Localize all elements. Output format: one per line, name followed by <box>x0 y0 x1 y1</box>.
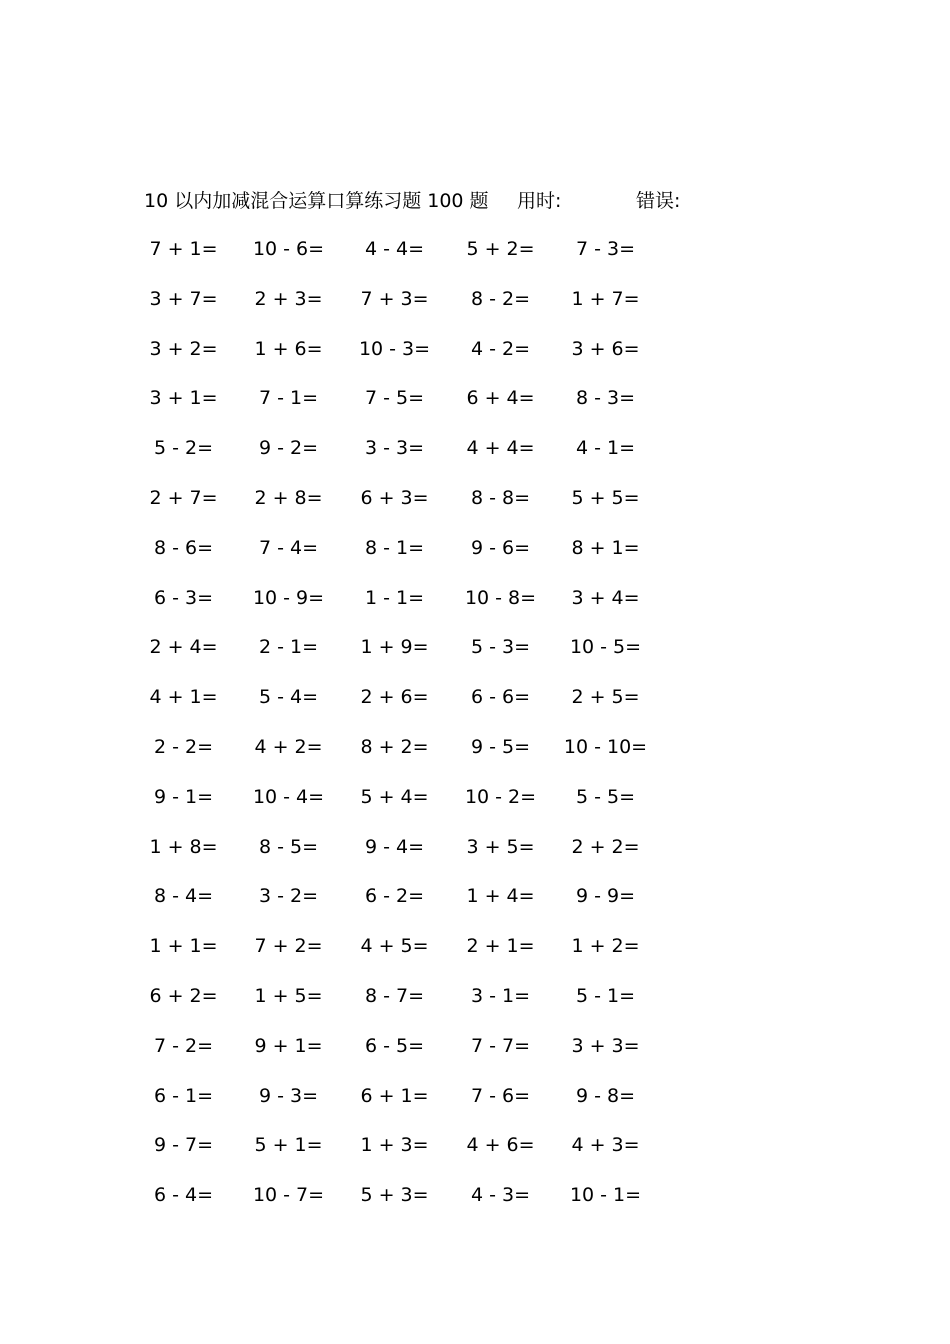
problem-item: 10 - 6= <box>252 238 325 260</box>
problem-row <box>145 1081 675 1131</box>
problem-row <box>145 284 675 334</box>
problem-item: 7 - 4= <box>258 536 319 559</box>
problem-item: 3 - 3= <box>364 437 425 460</box>
problem-item: 7 - 1= <box>258 387 319 410</box>
problem-item: 3 + 7= <box>149 287 218 310</box>
problem-row <box>145 1130 675 1180</box>
problem-item: 8 + 1= <box>571 536 640 559</box>
problem-item: 6 + 3= <box>360 486 429 509</box>
problem-item: 6 - 3= <box>153 586 214 609</box>
problem-item: 5 - 1= <box>575 984 636 1007</box>
problem-item: 9 - 2= <box>258 437 319 460</box>
problem-item: 9 - 8= <box>575 1084 636 1107</box>
time-used-label: 用时: <box>517 190 562 212</box>
problem-item: 5 + 4= <box>360 785 429 808</box>
problem-item: 6 - 4= <box>153 1184 214 1207</box>
problem-item: 5 - 5= <box>575 785 636 808</box>
problem-item: 4 + 6= <box>466 1134 535 1157</box>
problem-item: 5 - 4= <box>258 686 319 709</box>
problem-item: 7 + 2= <box>254 935 323 958</box>
problem-row <box>145 1180 675 1230</box>
problem-item: 6 - 2= <box>364 885 425 908</box>
problem-item: 3 + 2= <box>149 337 218 360</box>
problem-item: 9 - 7= <box>153 1134 214 1157</box>
problem-item: 1 + 7= <box>571 287 640 310</box>
problem-item: 1 + 8= <box>149 835 218 858</box>
problem-item: 2 - 2= <box>153 735 214 758</box>
problem-item: 4 + 2= <box>254 735 323 758</box>
problem-item: 8 - 1= <box>364 536 425 559</box>
problem-item: 2 + 7= <box>149 486 218 509</box>
problem-item: 7 - 7= <box>470 1034 531 1057</box>
problem-item: 6 + 4= <box>466 387 535 410</box>
problem-item: 1 + 1= <box>149 935 218 958</box>
problem-item: 4 - 1= <box>575 437 636 460</box>
problem-item: 3 + 5= <box>466 835 535 858</box>
problem-item: 1 + 5= <box>254 984 323 1007</box>
problem-item: 5 + 3= <box>360 1184 429 1207</box>
problem-row <box>145 632 675 682</box>
problem-item: 2 + 6= <box>360 686 429 709</box>
problem-row <box>145 433 675 483</box>
problem-row <box>145 383 675 433</box>
problem-item: 1 + 6= <box>254 337 323 360</box>
problem-item: 6 + 1= <box>360 1084 429 1107</box>
problem-item: 2 + 1= <box>466 935 535 958</box>
problem-item: 9 - 5= <box>470 735 531 758</box>
problem-item: 7 + 3= <box>360 287 429 310</box>
problem-item: 2 + 4= <box>149 636 218 659</box>
problem-item: 4 + 5= <box>360 935 429 958</box>
problem-item: 8 - 2= <box>470 287 531 310</box>
problem-item: 10 - 4= <box>252 785 325 808</box>
problem-row <box>145 682 675 732</box>
problem-item: 4 + 4= <box>466 437 535 460</box>
problem-item: 6 - 5= <box>364 1034 425 1057</box>
problem-item: 1 + 3= <box>360 1134 429 1157</box>
problem-item: 7 - 5= <box>364 387 425 410</box>
problem-item: 8 - 3= <box>575 387 636 410</box>
problem-item: 8 + 2= <box>360 735 429 758</box>
problem-item: 10 - 10= <box>563 735 648 758</box>
problem-item: 1 - 1= <box>364 586 425 609</box>
problem-item: 3 + 4= <box>571 586 640 609</box>
problem-item: 5 + 1= <box>254 1134 323 1157</box>
problem-item: 4 - 4= <box>364 238 425 260</box>
problem-item: 5 + 2= <box>466 238 535 260</box>
problem-item: 10 - 5= <box>569 636 642 659</box>
problem-item: 6 - 6= <box>470 686 531 709</box>
problem-item: 1 + 9= <box>360 636 429 659</box>
problem-item: 10 - 1= <box>569 1184 642 1207</box>
problem-item: 1 + 4= <box>466 885 535 908</box>
problem-item: 2 + 8= <box>254 486 323 509</box>
problem-item: 5 - 3= <box>470 636 531 659</box>
problem-item: 3 + 3= <box>571 1034 640 1057</box>
problem-row <box>145 782 675 832</box>
problem-row <box>145 832 675 882</box>
problem-item: 5 + 5= <box>571 486 640 509</box>
problem-item: 2 + 2= <box>571 835 640 858</box>
problem-item: 4 - 3= <box>470 1184 531 1207</box>
problem-item: 7 - 6= <box>470 1084 531 1107</box>
problem-item: 2 + 5= <box>571 686 640 709</box>
problem-item: 8 - 4= <box>153 885 214 908</box>
problem-row <box>145 981 675 1031</box>
problem-row <box>145 931 675 981</box>
problem-item: 3 - 2= <box>258 885 319 908</box>
problem-item: 4 - 2= <box>470 337 531 360</box>
problem-row <box>145 533 675 583</box>
problem-item: 4 + 1= <box>149 686 218 709</box>
problem-item: 7 - 3= <box>575 238 636 260</box>
problem-item: 6 - 1= <box>153 1084 214 1107</box>
problem-item: 3 + 6= <box>571 337 640 360</box>
problem-item: 3 - 1= <box>470 984 531 1007</box>
problem-item: 10 - 8= <box>464 586 537 609</box>
problem-row <box>145 583 675 633</box>
problem-item: 10 - 7= <box>252 1184 325 1207</box>
problem-row <box>145 881 675 931</box>
problem-item: 9 - 9= <box>575 885 636 908</box>
problem-item: 9 - 4= <box>364 835 425 858</box>
problem-item: 3 + 1= <box>149 387 218 410</box>
problem-grid <box>145 234 675 1230</box>
problem-item: 7 - 2= <box>153 1034 214 1057</box>
error-count-label: 错误: <box>636 190 681 212</box>
problem-item: 10 - 9= <box>252 586 325 609</box>
problem-row <box>145 732 675 782</box>
problem-item: 4 + 3= <box>571 1134 640 1157</box>
worksheet-title: 10 以内加减混合运算口算练习题 100 题 <box>144 190 489 212</box>
problem-item: 10 - 3= <box>358 337 431 360</box>
problem-item: 9 - 6= <box>470 536 531 559</box>
problem-item: 8 - 5= <box>258 835 319 858</box>
problem-item: 9 - 1= <box>153 785 214 808</box>
problem-item: 10 - 2= <box>464 785 537 808</box>
problem-item: 1 + 2= <box>571 935 640 958</box>
problem-item: 2 - 1= <box>258 636 319 659</box>
problem-item: 2 + 3= <box>254 287 323 310</box>
problem-item: 8 - 7= <box>364 984 425 1007</box>
problem-row <box>145 234 675 284</box>
problem-row <box>145 1031 675 1081</box>
problem-item: 7 + 1= <box>149 238 218 260</box>
problem-item: 6 + 2= <box>149 984 218 1007</box>
problem-row <box>145 483 675 533</box>
problem-item: 8 - 6= <box>153 536 214 559</box>
problem-item: 8 - 8= <box>470 486 531 509</box>
problem-item: 9 + 1= <box>254 1034 323 1057</box>
problem-row <box>145 334 675 384</box>
problem-item: 9 - 3= <box>258 1084 319 1107</box>
problem-item: 5 - 2= <box>153 437 214 460</box>
